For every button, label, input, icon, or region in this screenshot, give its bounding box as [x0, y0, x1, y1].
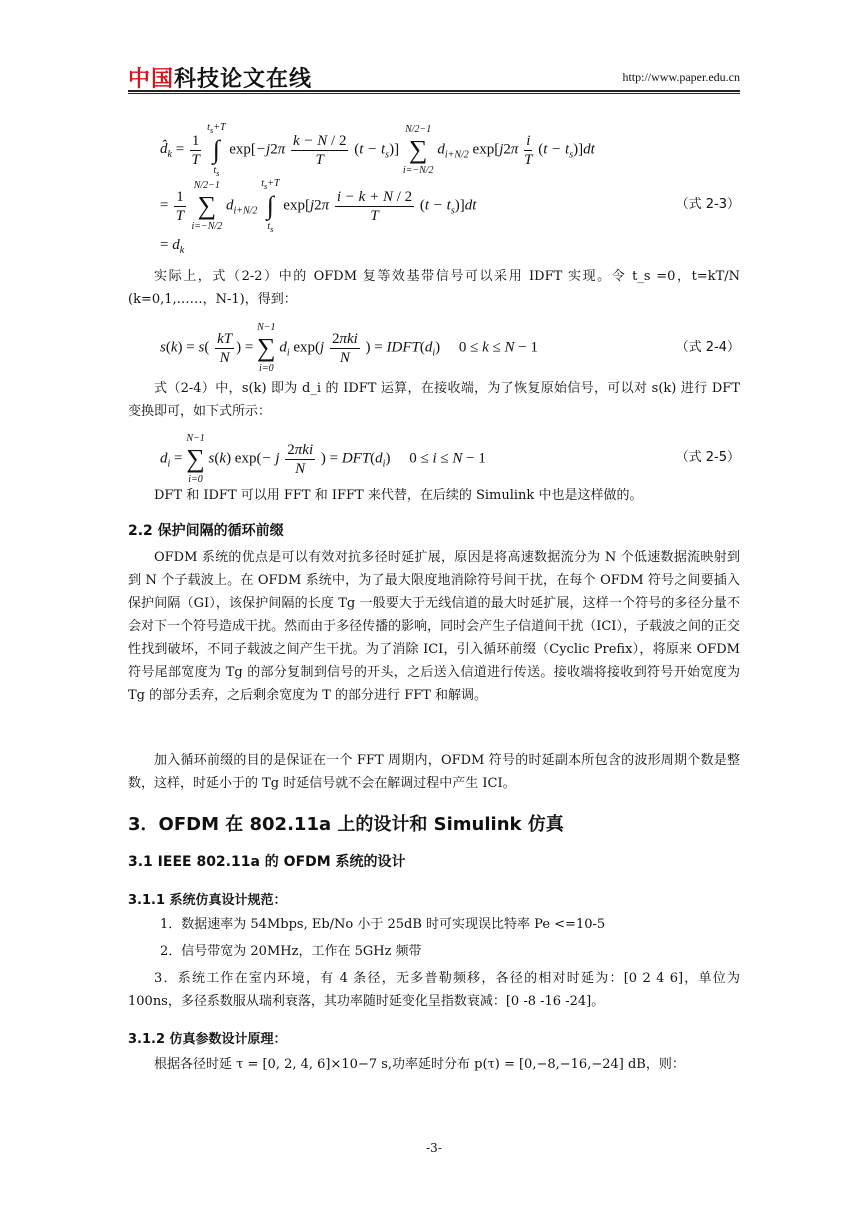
list-item-2: 2．信号带宽为 20MHz，工作在 5GHz 频带	[160, 944, 422, 959]
equation-2-3-line-3: = $d_k$	[160, 237, 185, 256]
header-rule-thin	[128, 93, 740, 94]
list-item-1: 1．数据速率为 54Mbps, Eb/No 小于 25dB 时可实现误比特率 Pe <=10-5	[160, 917, 606, 932]
paragraph-idft-intro: 实际上，式（2-2）中的 OFDM 复等效基带信号可以采用 IDFT 实现。令 t_s =0，t=kT/N (k=0,1,……，N-1)，得到：	[128, 269, 740, 307]
heading-2-2: 2.2 保护间隔的循环前缀	[128, 523, 284, 539]
header-rule	[128, 90, 740, 92]
page-number: -3-	[426, 1141, 442, 1155]
heading-3: 3．OFDM 在 802.11a 上的设计和 Simulink 仿真	[128, 814, 564, 835]
heading-3-1-2: 3.1.2 仿真参数设计原理：	[128, 1032, 287, 1047]
equation-2-5-number: （式 2-5）	[675, 450, 740, 465]
equation-2-3-number: （式 2-3）	[675, 197, 740, 212]
equation-2-4: s(k) = s( $\frac{kT}{N}$ ) = N−1 ∑ i=0 $d_i$ exp(j $\frac{\text{2πki}}{N}$ ) = $IDFT(d_i)$ 0 ≤ k ≤ N − 1	[160, 322, 539, 374]
list-item-3: 3．系统工作在室内环境，有 4 条径，无多普勒频移，各径的相对时延为：[0 2 4 6]，单位为 100ns，多径系数服从瑞利衰落，其功率随时延变化呈指数衰减：[0 -8 -16 -24]。	[128, 971, 740, 1009]
paragraph-cyclic-prefix-purpose: 加入循环前缀的目的是保证在一个 FFT 周期内，OFDM 符号的时延副本所包含的波形周期个数是整数，这样，时延小于的 Tg 时延信号就不会在解调过程中产生 ICI。	[128, 753, 740, 791]
equation-2-3-line-2: = $\frac{1}{T}$ N/2−1 ∑ i=−N/2 $d_{i+N/2}$ $t_s+T$ ∫ $t_s$ exp[j2π $\frac{i - k + N / 2}{T}$ $(t - t_s)]dt$	[160, 178, 477, 234]
paragraph-guard-interval: OFDM 系统的优点是可以有效对抗多径时延扩展，原因是将高速数据流分为 N 个低速数据流映射到到 N 个子载波上。在 OFDM 系统中，为了最大限度地消除符号间干扰，在每个 OFDM 符号之间要插入保护间隔（GI），该保护间隔的长度 Tg 一般要大于无线信道的最大时延扩展，这样一个符号的多径分量不会对下一个符号造成干扰。然而由于多径传播的影响，同时会产生子信道间干扰（ICI），子载波之间的正交性找到破坏，不同子载波之间产生干扰。为了消除 ICI，引入循环前缀（Cyclic Prefix），将原来 OFDM 符号尾部宽度为 Tg 的部分复制到信号的开头，之后送入信道进行传送。接收端将接收到符号开始宽度为 Tg 的部分丢弃，之后剩余宽度为 T 的部分进行 FFT 和解调。	[128, 550, 740, 703]
equation-2-4-number: （式 2-4）	[675, 340, 740, 355]
logo-black-text: 科技论文在线	[174, 67, 313, 92]
heading-3-1-1: 3.1.1 系统仿真设计规范：	[128, 893, 287, 908]
heading-3-1: 3.1 IEEE 802.11a 的 OFDM 系统的设计	[128, 854, 406, 870]
equation-2-5: $d_i$ = N−1 ∑ i=0 s(k) exp(− j $\frac{\text{2πki}}{N}$ ) = $DFT(d_i)$ 0 ≤ i ≤ N − 1	[160, 433, 486, 485]
logo-red-text: 中国	[128, 67, 175, 92]
header-url[interactable]: http://www.paper.edu.cn	[622, 70, 740, 84]
equation-2-3-line-1: $d̂_k$ = $\frac{1}{T}$ $t_s+T$ ∫ $t_s$ exp[−j2π $\frac{k - N / 2}{T}$ $(t - t_s)$] N/2−1 ∑ i=−N/2 $d_{i+N/2}$ exp[j2π $\frac{i}{T}$ $(t - t_s)]dt$	[160, 122, 595, 178]
paragraph-fft-note: DFT 和 IDFT 可以用 FFT 和 IFFT 来代替，在后续的 Simulink 中也是这样做的。	[154, 488, 643, 503]
paragraph-simulation-params: 根据各径时延 τ = [0, 2, 4, 6]×10−7 s,功率延时分布 p(τ) = [0,−8,−16,−24] dB，则：	[154, 1057, 685, 1072]
logo	[128, 62, 312, 93]
paragraph-dft-recover: 式（2-4）中，s(k) 即为 d_i 的 IDFT 运算，在接收端，为了恢复原始信号，可以对 s(k) 进行 DFT 变换即可，如下式所示：	[128, 381, 740, 419]
